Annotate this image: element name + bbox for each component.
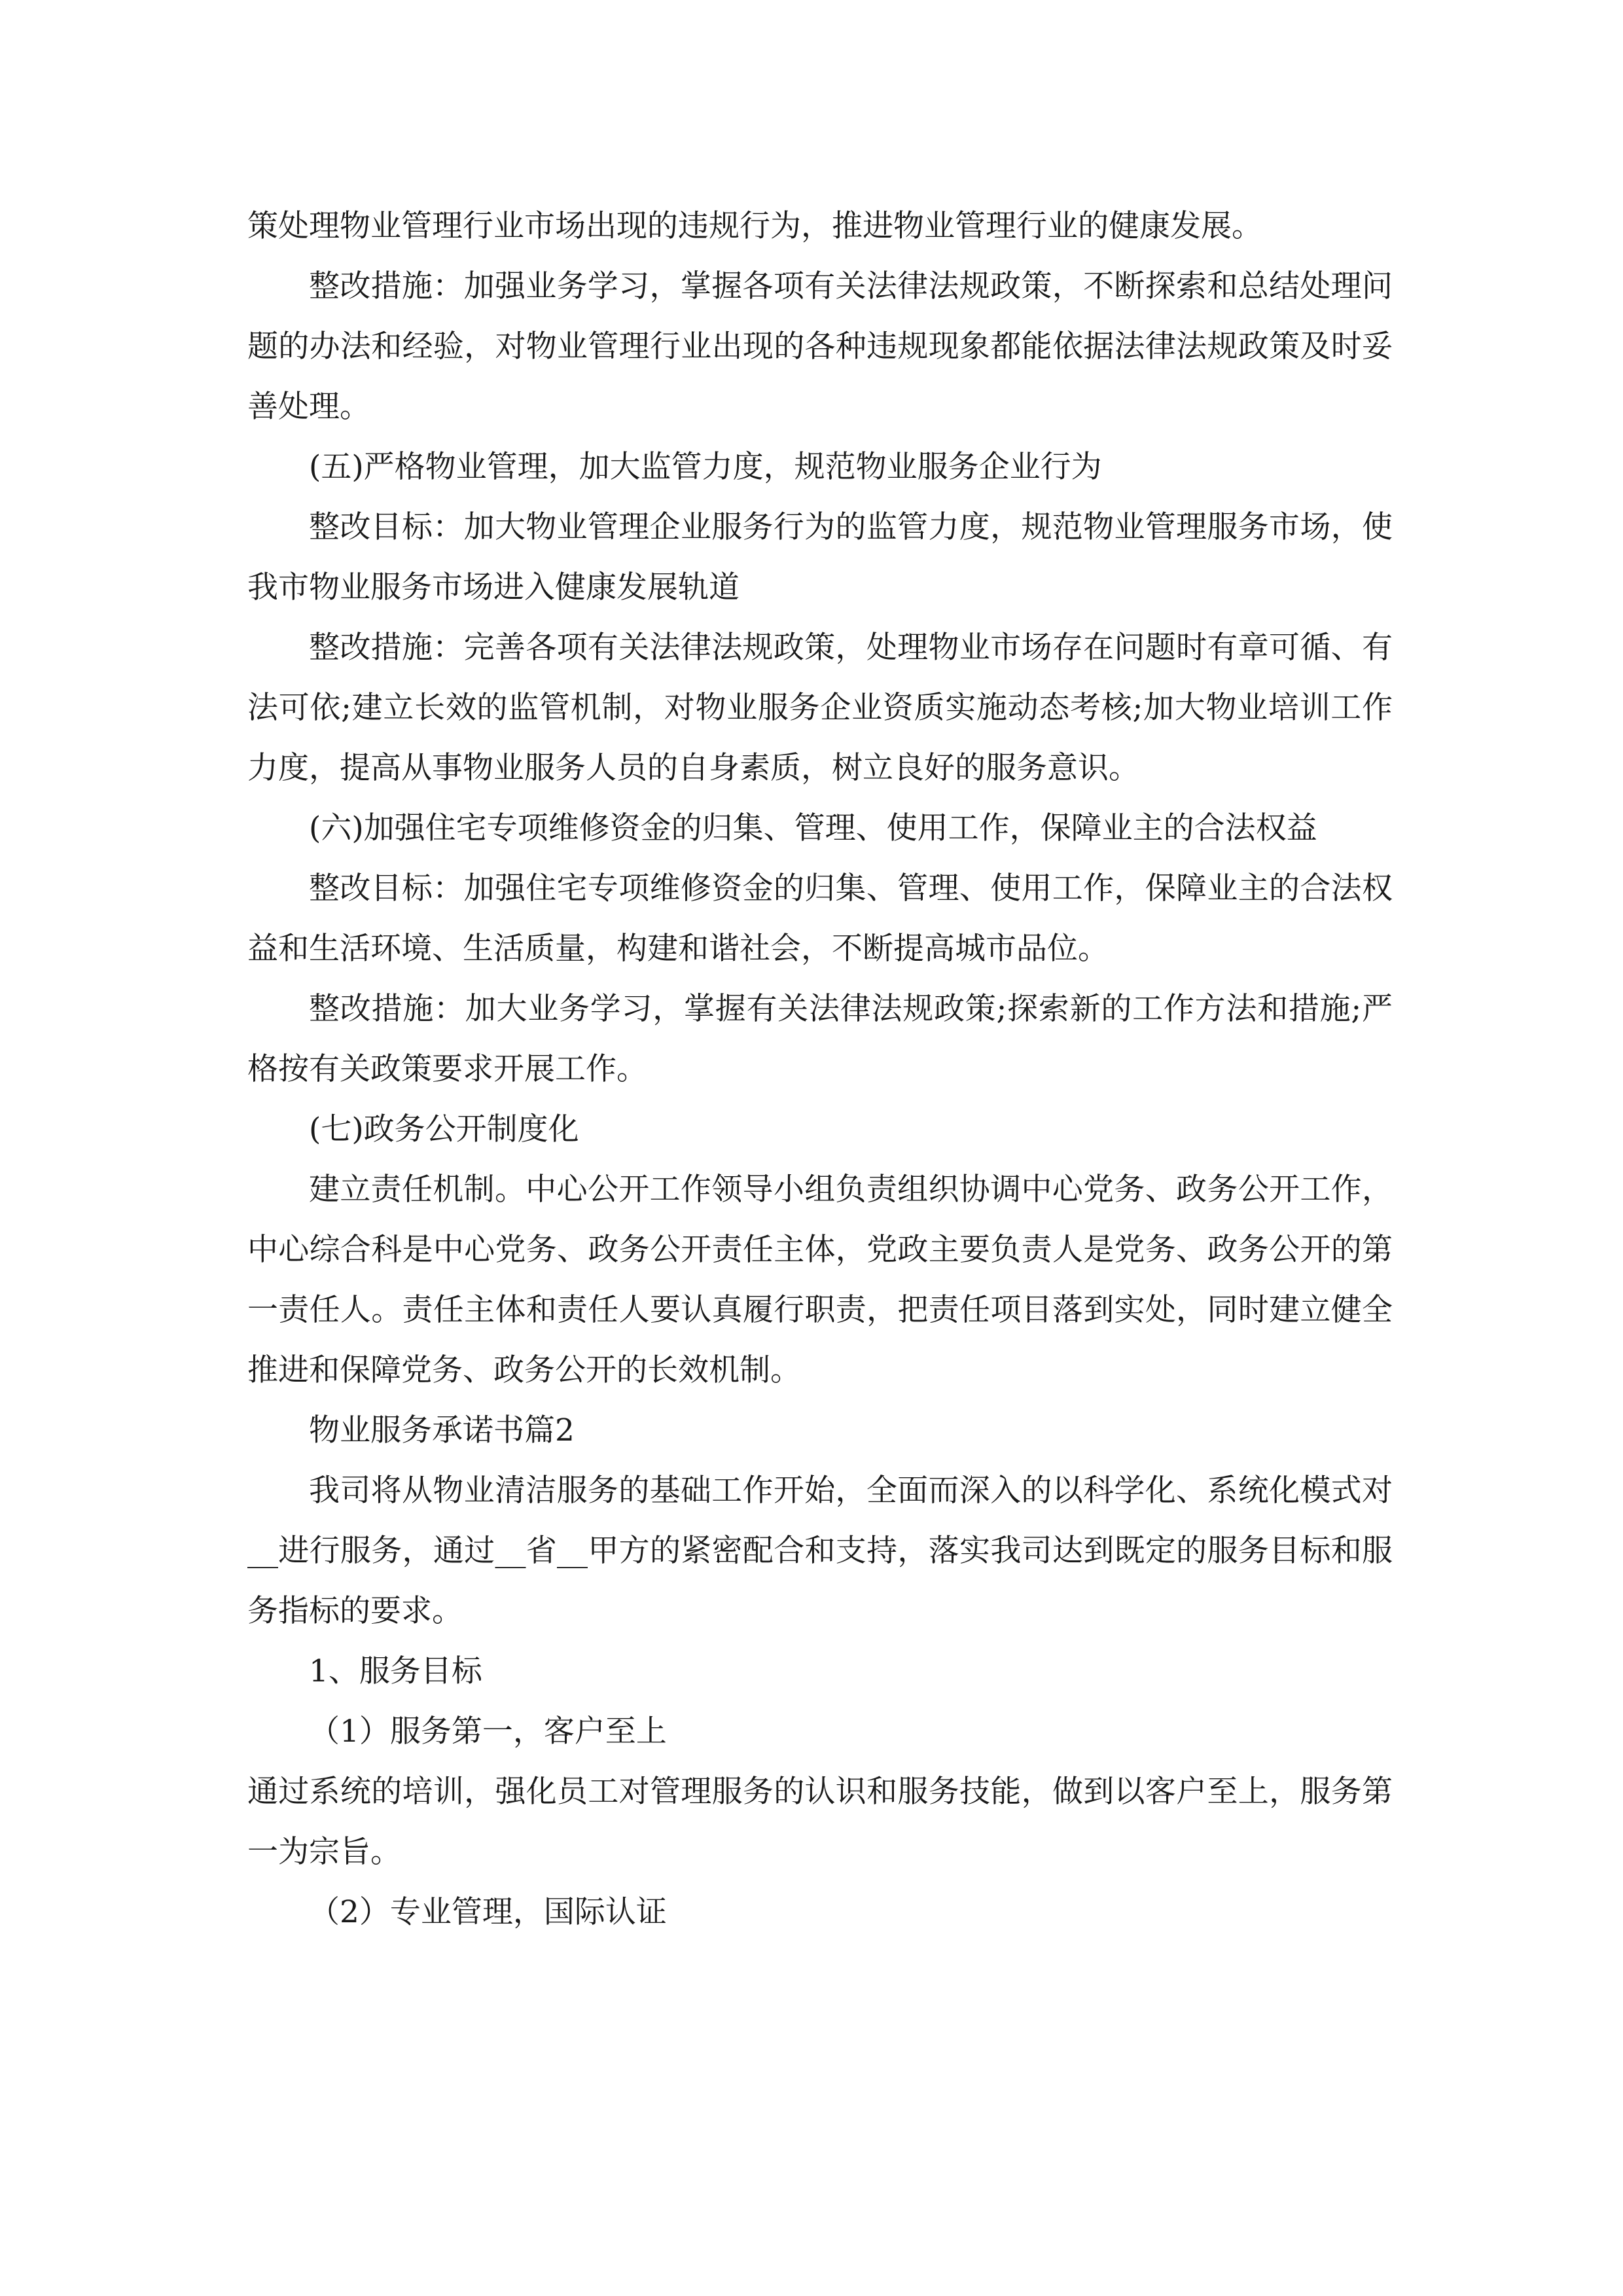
paragraph: 整改措施：加大业务学习，掌握有关法律法规政策;探索新的工作方法和措施;严格按有关政策要求开展工作。 [247,991,1393,1087]
paragraph: 策处理物业管理行业市场出现的违规行为，推进物业管理行业的健康发展。 [247,208,1262,244]
subsection-heading: （2）专业管理，国际认证 [309,1894,667,1930]
document-body [247,196,1393,1943]
paragraph: 整改目标：加大物业管理企业服务行为的监管力度，规范物业管理服务市场，使我市物业服务市场进入健康发展轨道 [247,509,1393,605]
section-heading: (七)政务公开制度化 [309,1111,579,1147]
paragraph: 整改措施：完善各项有关法律法规政策，处理物业市场存在问题时有章可循、有法可依;建立长效的监管机制，对物业服务企业资质实施动态考核;加大物业培训工作力度，提高从事物业服务人员的自身素质，树立良好的服务意识。 [247,630,1393,786]
paragraph: 整改措施：加强业务学习，掌握各项有关法律法规政策，不断探索和总结处理问题的办法和经验，对物业管理行业出现的各种违规现象都能依据法律法规政策及时妥善处理。 [247,268,1393,425]
section-heading: 1、服务目标 [309,1653,482,1689]
paragraph: 整改目标：加强住宅专项维修资金的归集、管理、使用工作，保障业主的合法权益和生活环境、生活质量，构建和谐社会，不断提高城市品位。 [247,870,1393,967]
section-heading: (六)加强住宅专项维修资金的归集、管理、使用工作，保障业主的合法权益 [309,810,1317,846]
section-heading: (五)严格物业管理，加大监管力度，规范物业服务企业行为 [309,449,1102,485]
chapter-title: 物业服务承诺书篇2 [309,1412,575,1448]
subsection-heading: （1）服务第一，客户至上 [309,1713,667,1749]
paragraph: 通过系统的培训，强化员工对管理服务的认识和服务技能，做到以客户至上，服务第一为宗旨。 [247,1774,1393,1870]
paragraph: 建立责任机制。中心公开工作领导小组负责组织协调中心党务、政务公开工作，中心综合科是中心党务、政务公开责任主体，党政主要负责人是党务、政务公开的第一责任人。责任主体和责任人要认真履行职责，把责任项目落到实处，同时建立健全推进和保障党务、政务公开的长效机制。 [247,1172,1393,1388]
paragraph: 我司将从物业清洁服务的基础工作开始，全面而深入的以科学化、系统化模式对__进行服务，通过__省__甲方的紧密配合和支持，落实我司达到既定的服务目标和服务指标的要求。 [247,1473,1393,1629]
